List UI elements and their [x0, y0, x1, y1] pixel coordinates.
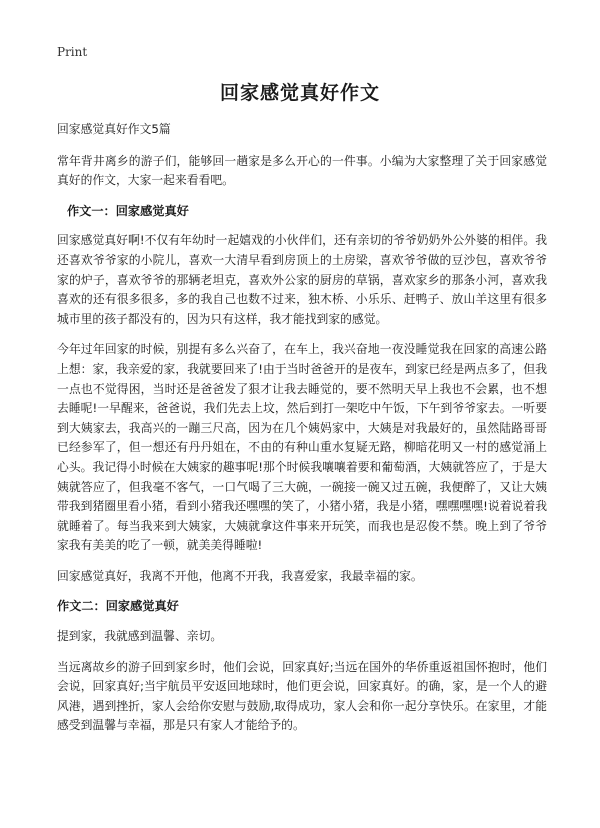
intro-paragraph: 常年背井离乡的游子们，能够回一趟家是多么开心的一件事。小编为大家整理了关于回家感觉真好的作文，大家一起来看看吧。 [57, 153, 547, 188]
section-2-paragraph-2: 当远离故乡的游子回到家乡时，他们会说，回家真好;当远在国外的华侨重返祖国怀抱时，他们会说，回家真好;当宇航员平安返回地球时，他们更会说，回家真好。的确，家，是一个人的避风港，遇到挫折，家人会给你安慰与鼓励,取得成功，家人会和你一起分享快乐。在家里，才能感受到温馨与幸福，那是只有家人才能给予的。 [57, 659, 547, 733]
print-link[interactable]: Print [57, 45, 88, 59]
section-2-paragraph-1: 提到家，我就感到温馨、亲切。 [57, 629, 223, 644]
page-title: 回家感觉真好作文 [219, 82, 380, 104]
section-2-heading: 作文二：回家感觉真好 [57, 599, 179, 614]
section-1-paragraph-1: 回家感觉真好啊!不仅有年幼时一起嬉戏的小伙伴们，还有亲切的爷爷奶奶外公外婆的相伴。我还喜欢爷爷家的小院儿，喜欢一大清早看到房顶上的土房梁，喜欢爷爷做的豆沙包，喜欢爷爷家的炉子，喜欢爷爷的那辆老坦克，喜欢外公家的厨房的草锅，喜欢家乡的那条小河，喜欢我喜欢的还有很多很多，多的我自己也数不过来，独木桥、小乐乐、赶鸭子、放山羊这里有很多城市里的孩子都没有的，因为只有这样，我才能找到家的感觉。 [57, 233, 547, 326]
article-body [57, 120, 547, 747]
section-1-heading: 作文一：回家感觉真好 [67, 203, 189, 218]
article-subtitle: 回家感觉真好作文5篇 [57, 122, 171, 136]
section-1-paragraph-2: 今年过年回家的时候，别提有多么兴奋了，在车上，我兴奋地一夜没睡觉我在回家的高速公路上想：家，我亲爱的家，我就要回来了!由于当时爸爸开的是夜车，到家已经是两点多了，但我一点也不觉得困，当时还是爸爸发了狠才让我去睡觉的，要不然明天早上我也不会累，也不想去睡呢!一早醒来，爸爸说，我们先去上坟，然后到打一架吃中午饭，下午到爷爷家去。一听要到大姨家去，我高兴的一蹦三尺高，因为在几个姨妈家中，大姨是对我最好的，虽然陆路哥哥已经参军了，但一想还有丹丹姐在，不由的有种山重水复疑无路，柳暗花明又一村的感觉涌上心头。我记得小时候在大姨家的趣事呢!那个时候我嚷嚷着要和葡萄酒，大姨就答应了，于是大姨就答应了，但我毫不客气，一口气喝了三大碗，一碗接一碗又过五碗，我便醉了，又让大姨带我到猪圈里看小猪，看到小猪我还嘿嘿的笑了，小猪小猪，我是小猪，嘿嘿嘿嘿!说着说着我就睡着了。每当我来到大姨家，大姨就拿这件事来开玩笑，而我也是忍俊不禁。晚上到了爷爷家我有美美的吃了一顿，就美美得睡啦! [57, 342, 547, 553]
section-1-paragraph-3: 回家感觉真好，我离不开他，他离不开我，我喜爱家，我最幸福的家。 [57, 568, 423, 583]
